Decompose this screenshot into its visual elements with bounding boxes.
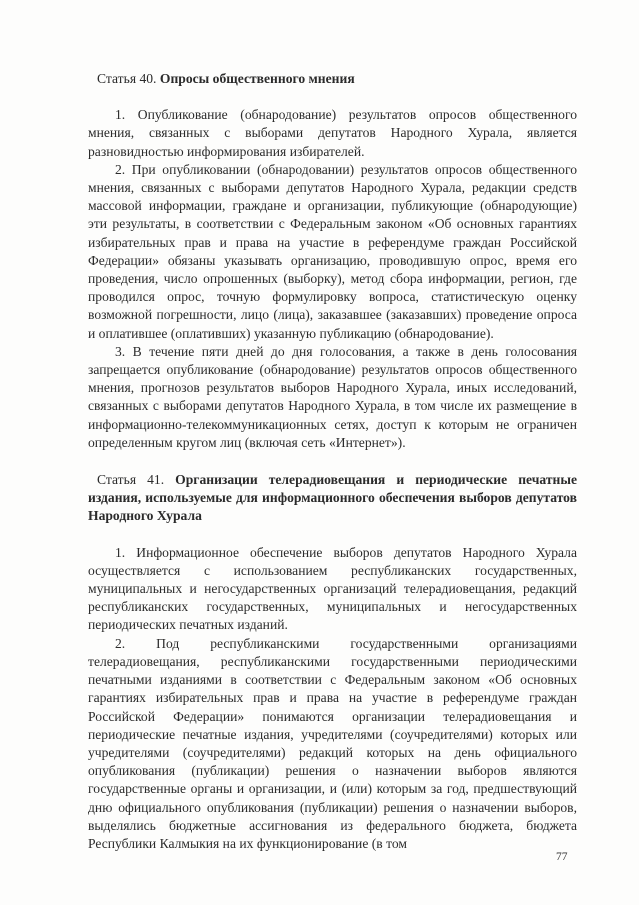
page-number: 77 [556,851,568,863]
article-40-paragraph-3: 3. В течение пяти дней до дня голосования, а также в день голосования запрещается опубликование (обнародование) результатов опросов общественного мнения, прогнозов результатов выборов Народного Хурала, иных исследований, связанных с выборами депутатов Народного Хурала, в том числе их размещение в информационно-телекоммуникационных сетях, доступ к которым не ограничен определенным кругом лиц (включая сеть «Интернет»). [88,343,577,450]
article-41-number: Статья 41. [97,472,165,488]
article-41-title: Организации телерадиовещания и периодические печатные издания, используемые для информационного обеспечения выборов депутатов Народного Хурала [88,472,577,524]
document-body [88,70,577,853]
article-40-heading [88,70,577,88]
article-41-paragraph-2: 2. Под республиканскими государственными организациями телерадиовещания, республиканскими государственными периодическими печатными изданиями в соответствии с Федеральным законом «Об основных гарантиях избирательных прав и права на участие в референдуме граждан Российской Федерации» понимаются организации телерадиовещания и периодические печатные издания, учредителями (соучредителями) которых или учредителями (соучредителями) редакций которых на день официального опубликования (публикации) решения о назначении выборов являются государственные органы и организации, и (или) которым за год, предшествующий дню официального опубликования (публикации) решения о назначении выборов, выделялись бюджетные ассигнования из федерального бюджета, бюджета Республики Калмыкия на их функционирование (в том [88,635,577,851]
spacer [88,88,577,106]
article-40-paragraph-2: 2. При опубликовании (обнародовании) результатов опросов общественного мнения, связанных с выборами депутатов Народного Хурала, редакции средств массовой информации, граждане и организации, публикующие (обнародующие) эти результаты, в соответствии с Федеральным законом «Об основных гарантиях избирательных прав и права на участие в референдуме граждан Российской Федерации» обязаны указывать организацию, проводившую опрос, время его проведения, число опрошенных (выборку), метод сбора информации, регион, где проводился опрос, точную формулировку вопроса, статистическую оценку возможной погрешности, лицо (лица), заказавшее (заказавших) проведение опроса и оплатившее (оплативших) указанную публикацию (обнародование). [88,161,577,341]
article-41-heading [88,471,577,526]
article-40-paragraph-1: 1. Опубликование (обнародование) результатов опросов общественного мнения, связанных с выборами депутатов Народного Хурала, является разновидностью информирования избирателей. [88,107,577,159]
article-40-title: Опросы общественного мнения [159,71,355,86]
spacer [88,452,577,471]
article-40-number: Статья 40. [97,71,157,86]
article-41-paragraph-1: 1. Информационное обеспечение выборов депутатов Народного Хурала осуществляется с использованием республиканских государственных, муниципальных и негосударственных организаций телерадиовещания, редакций республиканских государственных, муниципальных и негосударственных периодических печатных изданий. [88,544,577,633]
spacer [88,526,577,544]
